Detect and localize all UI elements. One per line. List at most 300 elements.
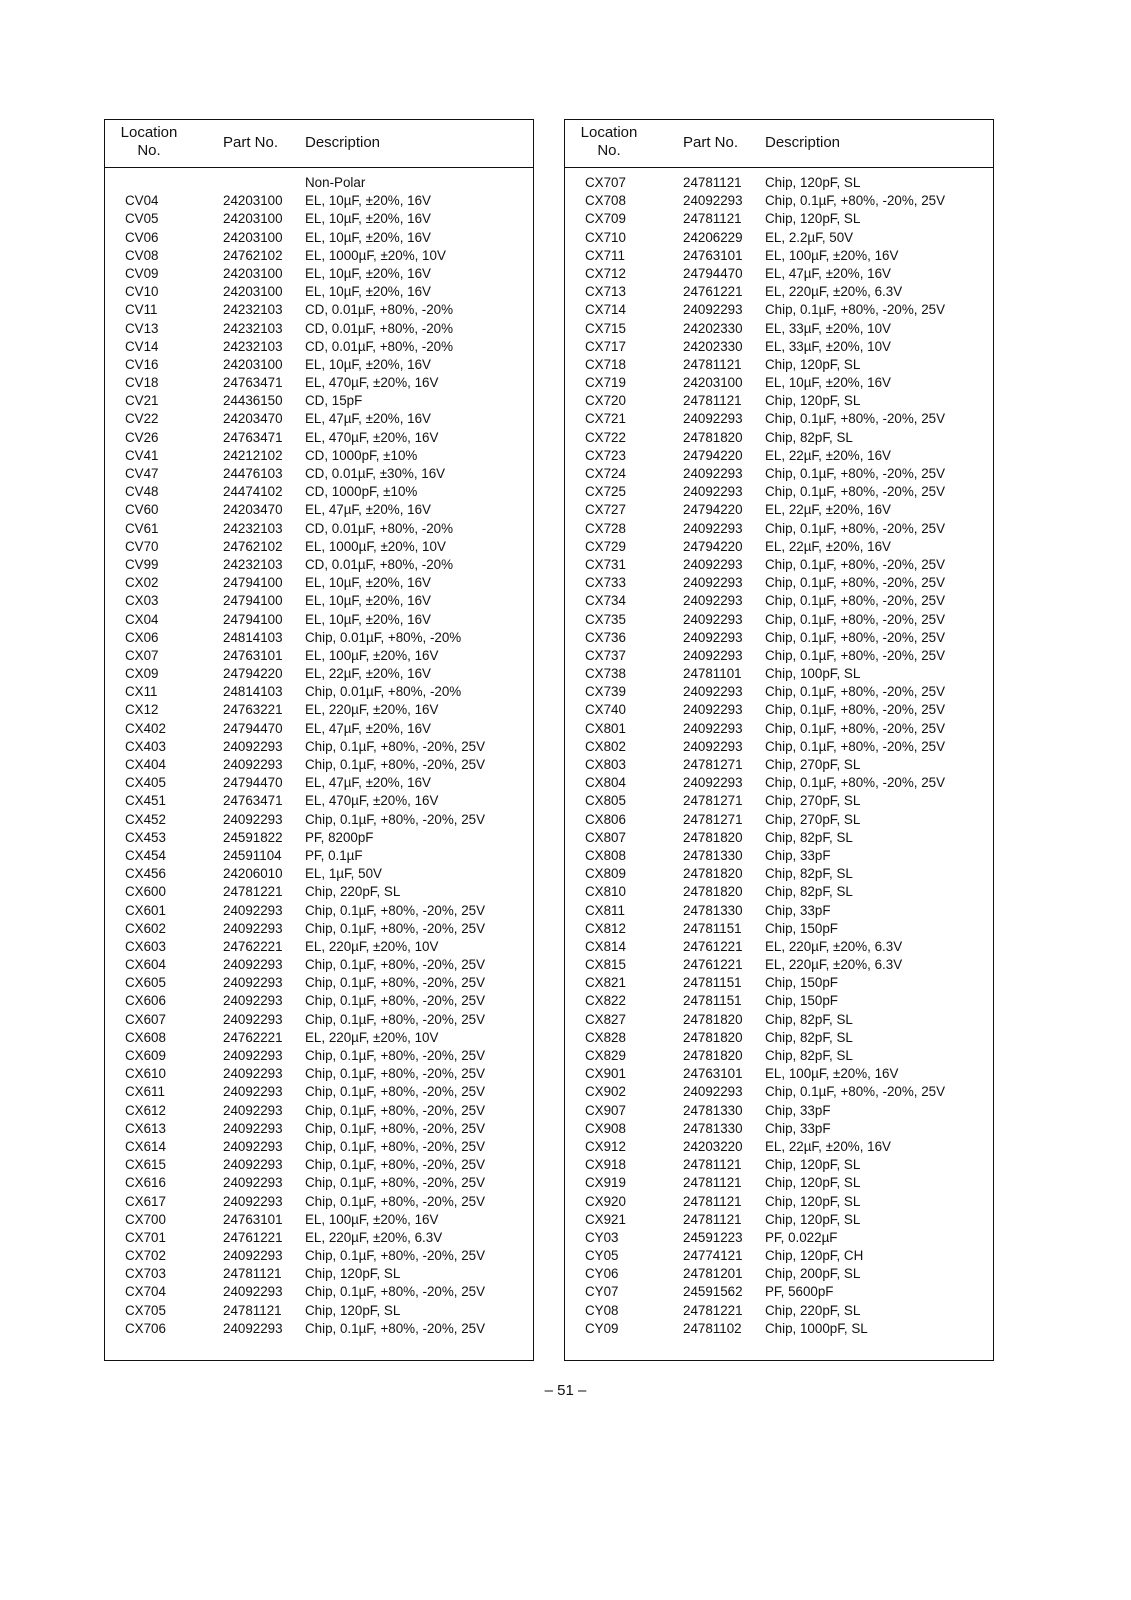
part-no-cell: 24763101 (683, 1066, 743, 1082)
part-no-cell: 24781820 (683, 1048, 743, 1063)
location-cell: CV13 (125, 320, 159, 336)
part-no-cell: 24781121 (683, 175, 742, 190)
table-row (105, 538, 533, 556)
location-cell: CX733 (585, 575, 626, 591)
part-no-cell: 24232103 (223, 302, 283, 318)
location-cell: CX717 (585, 338, 626, 354)
description-cell: EL, 220µF, ±20%, 10V (305, 1029, 439, 1045)
table-row (565, 629, 993, 647)
table-row (565, 956, 993, 974)
description-cell: Chip, 120pF, SL (765, 211, 861, 227)
table-row (105, 1211, 533, 1229)
table-row (565, 356, 993, 374)
table-row (565, 538, 993, 556)
description-cell: Chip, 0.1µF, +80%, -20%, 25V (305, 1320, 486, 1336)
location-cell: CX808 (585, 847, 626, 863)
location-cell: CX739 (585, 684, 626, 700)
table-row (565, 1229, 993, 1247)
part-no-cell: 24814103 (223, 684, 283, 700)
location-cell: CX827 (585, 1011, 626, 1027)
part-no-cell: 24092293 (223, 757, 283, 772)
part-no-cell: 24092293 (683, 302, 743, 318)
part-no-cell: 24092293 (223, 1011, 283, 1027)
location-cell: CV70 (125, 538, 159, 554)
description-cell: Chip, 82pF, SL (765, 1029, 853, 1045)
location-cell: CV08 (125, 247, 159, 263)
table-row (105, 356, 533, 374)
description-cell: CD, 15pF (305, 393, 363, 409)
part-no-cell: 24781820 (683, 1029, 743, 1045)
location-cell: CX07 (125, 647, 159, 663)
description-cell: Chip, 82pF, SL (765, 829, 853, 845)
part-no-cell: 24763101 (223, 1211, 283, 1227)
table-row (105, 1138, 533, 1156)
table-row (565, 992, 993, 1010)
location-cell: CV09 (125, 265, 159, 281)
part-no-cell: 24203100 (223, 193, 283, 209)
part-no-header: Part No. (683, 134, 739, 151)
location-cell: CX703 (125, 1266, 166, 1282)
description-cell: CD, 1000pF, ±10% (305, 447, 418, 463)
location-cell: CX719 (585, 375, 626, 391)
table-row (565, 501, 993, 519)
description-cell: Chip, 120pF, SL (765, 1157, 861, 1173)
location-cell: CX451 (125, 793, 166, 809)
location-cell: CX810 (585, 884, 626, 900)
description-cell: Chip, 0.1µF, +80%, -20%, 25V (305, 738, 486, 754)
part-no-cell: 24092293 (683, 556, 743, 572)
description-cell: Chip, 0.1µF, +80%, -20%, 25V (305, 1193, 486, 1209)
part-no-cell: 24781271 (683, 757, 743, 772)
location-cell: CX615 (125, 1157, 166, 1173)
part-no-cell: 24591223 (683, 1229, 743, 1245)
description-cell: CD, 1000pF, ±10% (305, 484, 418, 500)
part-no-cell: 24092293 (683, 193, 743, 209)
location-cell: CX708 (585, 193, 626, 209)
location-cell: CY06 (585, 1266, 619, 1282)
description-cell: EL, 220µF, ±20%, 6.3V (305, 1229, 443, 1245)
location-cell: CX611 (125, 1084, 165, 1100)
table-row (565, 174, 993, 192)
part-no-cell: 24762102 (223, 538, 283, 554)
location-cell: CX09 (125, 666, 159, 682)
part-no-cell: 24781330 (683, 1120, 743, 1136)
location-cell: CX714 (585, 302, 626, 318)
description-cell: PF, 5600pF (765, 1284, 834, 1300)
part-no-cell: 24781121 (683, 1157, 742, 1173)
table-row (105, 392, 533, 410)
table-row (565, 465, 993, 483)
description-cell: EL, 10µF, ±20%, 16V (305, 593, 431, 609)
table-row (105, 647, 533, 665)
part-no-cell: 24794220 (683, 502, 743, 518)
table-row (105, 520, 533, 538)
location-cell: CX807 (585, 829, 626, 845)
table-row (105, 374, 533, 392)
table-row (105, 1120, 533, 1138)
part-no-cell: 24774121 (683, 1248, 743, 1264)
description-cell: CD, 0.01µF, ±30%, 16V (305, 466, 446, 481)
table-row (105, 592, 533, 610)
part-no-cell: 24092293 (223, 902, 283, 918)
table-row (105, 465, 533, 483)
table-body (565, 174, 993, 1338)
table-row (565, 1265, 993, 1283)
location-cell: CX602 (125, 920, 166, 936)
table-row (105, 629, 533, 647)
table-row (105, 1265, 533, 1283)
part-no-cell: 24092293 (683, 1084, 743, 1100)
part-no-cell: 24794220 (683, 447, 743, 463)
table-row (105, 1083, 533, 1101)
location-cell: CX802 (585, 738, 626, 754)
table-row (565, 756, 993, 774)
location-cell: CV26 (125, 429, 159, 445)
location-cell: CX705 (125, 1302, 166, 1318)
part-no-cell: 24476103 (223, 466, 283, 481)
description-cell: EL, 100µF, ±20%, 16V (765, 1066, 899, 1082)
location-cell: CX701 (125, 1229, 166, 1245)
table-row (565, 1065, 993, 1083)
location-cell: CV10 (125, 284, 159, 300)
location-cell: CX614 (125, 1138, 166, 1154)
table-row (565, 1283, 993, 1301)
description-cell: Chip, 0.1µF, +80%, -20%, 25V (765, 702, 946, 718)
location-cell: CV21 (125, 393, 159, 409)
location-cell: CX722 (585, 429, 626, 445)
part-no-cell: 24206010 (223, 866, 283, 882)
location-cell: CX809 (585, 866, 626, 882)
description-cell: Chip, 0.01µF, +80%, -20% (305, 684, 462, 700)
location-cell: CX728 (585, 520, 626, 536)
part-no-cell: 24591822 (223, 829, 283, 845)
description-cell: Chip, 0.1µF, +80%, -20%, 25V (305, 920, 486, 936)
description-cell: EL, 22µF, ±20%, 16V (765, 1138, 891, 1154)
part-no-cell: 24092293 (223, 1066, 283, 1082)
location-cell: CX12 (125, 702, 159, 718)
description-cell: Chip, 120pF, SL (765, 356, 861, 372)
table-row (565, 1120, 993, 1138)
location-cell: CX617 (125, 1193, 166, 1209)
description-cell: EL, 470µF, ±20%, 16V (305, 429, 439, 445)
location-cell: CX706 (125, 1320, 166, 1336)
table-row (565, 1029, 993, 1047)
description-cell: Chip, 0.1µF, +80%, -20%, 25V (305, 957, 486, 973)
location-cell: CX616 (125, 1175, 166, 1191)
location-cell: CX11 (125, 684, 158, 700)
table-row (105, 992, 533, 1010)
part-no-cell: 24092293 (223, 1193, 283, 1209)
description-cell: PF, 8200pF (305, 829, 374, 845)
description-cell: Chip, 0.1µF, +80%, -20%, 25V (765, 775, 946, 791)
part-no-cell: 24794100 (223, 593, 283, 609)
table-row (105, 1229, 533, 1247)
part-no-cell: 24781101 (683, 666, 742, 682)
description-header: Description (765, 134, 841, 151)
location-cell: CX453 (125, 829, 166, 845)
location-cell: CV61 (125, 520, 159, 536)
description-cell: Chip, 0.1µF, +80%, -20%, 25V (765, 520, 946, 536)
location-cell: CV16 (125, 356, 159, 372)
description-cell: EL, 33µF, ±20%, 10V (765, 320, 891, 336)
table-row (565, 265, 993, 283)
location-cell: CX06 (125, 629, 159, 645)
part-no-cell: 24763471 (223, 429, 283, 445)
location-cell: CX734 (585, 593, 626, 609)
table-row (565, 738, 993, 756)
description-cell: Chip, 0.1µF, +80%, -20%, 25V (765, 647, 946, 663)
description-cell: Chip, 82pF, SL (765, 884, 853, 900)
location-cell: CX607 (125, 1011, 166, 1027)
table-row (565, 283, 993, 301)
part-no-cell: 24203470 (223, 502, 283, 518)
table-row (565, 447, 993, 465)
description-cell: EL, 10µF, ±20%, 16V (305, 611, 431, 627)
description-cell: PF, 0.022µF (765, 1229, 838, 1245)
description-cell: EL, 10µF, ±20%, 16V (305, 265, 431, 281)
location-cell: CX700 (125, 1211, 166, 1227)
description-cell: EL, 220µF, ±20%, 6.3V (765, 957, 903, 973)
description-cell: Chip, 150pF (765, 975, 838, 991)
description-cell: EL, 1000µF, ±20%, 10V (305, 538, 446, 554)
part-no-cell: 24591104 (223, 847, 282, 863)
description-cell: EL, 220µF, ±20%, 16V (305, 702, 439, 718)
table-row (105, 1102, 533, 1120)
location-cell: CX815 (585, 957, 626, 973)
part-no-cell: 24762221 (223, 938, 283, 954)
part-no-cell: 24203100 (223, 211, 283, 227)
table-row (565, 556, 993, 574)
location-cell: CX725 (585, 484, 626, 500)
left-parts-table (104, 119, 534, 1361)
part-no-cell: 24781121 (683, 356, 742, 372)
part-no-cell: 24092293 (683, 775, 743, 791)
description-cell: Chip, 0.1µF, +80%, -20%, 25V (305, 975, 486, 991)
part-no-cell: 24092293 (223, 993, 283, 1009)
part-no-cell: 24092293 (683, 611, 743, 627)
description-cell: Chip, 270pF, SL (765, 757, 861, 772)
table-row (105, 756, 533, 774)
part-no-cell: 24092293 (683, 593, 743, 609)
location-header: Location No. (580, 124, 638, 159)
part-no-cell: 24232103 (223, 338, 283, 354)
location-cell: CY09 (585, 1320, 619, 1336)
table-row (105, 774, 533, 792)
description-cell: Chip, 270pF, SL (765, 793, 861, 809)
description-cell: Chip, 120pF, SL (765, 1211, 861, 1227)
table-row (105, 429, 533, 447)
location-cell: CX601 (125, 902, 166, 918)
table-row (105, 920, 533, 938)
table-row (565, 865, 993, 883)
part-no-cell: 24761221 (683, 284, 743, 300)
part-no-cell: 24781820 (683, 829, 743, 845)
description-cell: EL, 47µF, ±20%, 16V (305, 411, 431, 427)
location-cell: CX738 (585, 666, 626, 682)
description-cell: Chip, 82pF, SL (765, 1048, 853, 1063)
table-row (565, 792, 993, 810)
table-row (565, 1011, 993, 1029)
description-cell: Chip, 0.1µF, +80%, -20%, 25V (305, 1248, 486, 1264)
description-cell: Chip, 100pF, SL (765, 666, 861, 682)
location-cell: CV48 (125, 484, 159, 500)
description-cell: Chip, 0.1µF, +80%, -20%, 25V (765, 593, 946, 609)
description-cell: Chip, 33pF (765, 1120, 831, 1136)
part-no-cell: 24203100 (223, 265, 283, 281)
part-no-cell: 24092293 (683, 466, 743, 481)
location-cell: CX715 (585, 320, 626, 336)
part-no-cell: 24781102 (683, 1320, 742, 1336)
location-cell: CX912 (585, 1138, 626, 1154)
table-row (105, 902, 533, 920)
description-cell: Chip, 82pF, SL (765, 866, 853, 882)
description-cell: Chip, 200pF, SL (765, 1266, 861, 1282)
table-header (105, 120, 533, 168)
description-cell: CD, 0.01µF, +80%, -20% (305, 520, 454, 536)
location-cell: CV06 (125, 229, 159, 245)
part-no-cell: 24092293 (683, 647, 743, 663)
location-cell: CX806 (585, 811, 626, 827)
location-cell: CX724 (585, 466, 626, 481)
part-no-cell: 24202330 (683, 338, 743, 354)
table-row (105, 556, 533, 574)
part-no-cell: 24761221 (683, 957, 743, 973)
description-cell: Chip, 0.1µF, +80%, -20%, 25V (305, 1011, 486, 1027)
part-no-cell: 24761221 (683, 938, 743, 954)
description-cell: Chip, 0.1µF, +80%, -20%, 25V (305, 1175, 486, 1191)
location-cell: CX804 (585, 775, 626, 791)
table-row (565, 483, 993, 501)
location-cell: CX801 (585, 720, 626, 736)
part-no-cell: 24763101 (223, 647, 283, 663)
location-cell: CX405 (125, 775, 166, 791)
part-no-cell: 24092293 (683, 738, 743, 754)
description-cell: Chip, 0.1µF, +80%, -20%, 25V (765, 684, 946, 700)
table-row (565, 647, 993, 665)
location-cell: CX612 (125, 1102, 166, 1118)
part-no-cell: 24781121 (683, 1211, 742, 1227)
table-row (565, 883, 993, 901)
location-cell: CX710 (585, 229, 626, 245)
description-cell: Chip, 0.1µF, +80%, -20%, 25V (765, 1084, 946, 1100)
part-no-cell: 24781330 (683, 847, 743, 863)
table-row (105, 447, 533, 465)
part-no-cell: 24591562 (683, 1284, 743, 1300)
table-row (565, 374, 993, 392)
part-no-cell: 24794220 (223, 666, 283, 682)
part-no-cell: 24212102 (223, 447, 283, 463)
location-cell: CV47 (125, 466, 159, 481)
location-cell: CX720 (585, 393, 626, 409)
table-row (105, 1065, 533, 1083)
part-no-cell: 24203470 (223, 411, 283, 427)
part-no-cell: 24781271 (683, 793, 743, 809)
table-row (565, 247, 993, 265)
table-row (105, 865, 533, 883)
part-no-cell: 24781271 (683, 811, 743, 827)
location-cell: CX731 (585, 556, 626, 572)
table-row (105, 738, 533, 756)
table-row (105, 938, 533, 956)
table-row (565, 1047, 993, 1065)
description-cell: Chip, 120pF, SL (765, 1175, 861, 1191)
table-body (105, 174, 533, 1338)
part-no-cell: 24203220 (683, 1138, 743, 1154)
location-cell: CX740 (585, 702, 626, 718)
location-cell: CX707 (585, 175, 626, 190)
description-cell: EL, 1000µF, ±20%, 10V (305, 247, 446, 263)
table-row (105, 1193, 533, 1211)
table-row (565, 429, 993, 447)
table-row (565, 301, 993, 319)
description-cell: Chip, 0.1µF, +80%, -20%, 25V (305, 1138, 486, 1154)
part-no-cell: 24781221 (223, 884, 283, 900)
part-no-cell: 24763471 (223, 375, 283, 391)
table-row (105, 501, 533, 519)
part-no-cell: 24092293 (223, 1248, 283, 1264)
table-row (105, 410, 533, 428)
table-row (105, 1174, 533, 1192)
location-cell: CX454 (125, 847, 166, 863)
location-cell: CX803 (585, 757, 626, 772)
location-cell: CX920 (585, 1193, 626, 1209)
location-cell: CY05 (585, 1248, 619, 1264)
table-row (565, 1138, 993, 1156)
table-row (105, 283, 533, 301)
part-no-cell: 24092293 (223, 1284, 283, 1300)
description-cell: EL, 47µF, ±20%, 16V (305, 502, 431, 518)
location-cell: CX603 (125, 938, 166, 954)
part-no-cell: 24232103 (223, 520, 283, 536)
location-cell: CX919 (585, 1175, 626, 1191)
table-row (105, 301, 533, 319)
description-cell: Chip, 0.1µF, +80%, -20%, 25V (305, 1048, 486, 1063)
part-no-cell: 24781121 (683, 211, 742, 227)
location-cell: CX812 (585, 920, 626, 936)
location-cell: CX729 (585, 538, 626, 554)
description-cell: EL, 22µF, ±20%, 16V (305, 666, 431, 682)
table-row (105, 611, 533, 629)
location-cell: CY07 (585, 1284, 619, 1300)
location-cell: CY03 (585, 1229, 619, 1245)
part-no-cell: 24092293 (223, 1120, 283, 1136)
table-row (565, 229, 993, 247)
table-row (565, 1247, 993, 1265)
location-cell: CX811 (585, 902, 625, 918)
location-cell: CX814 (585, 938, 626, 954)
part-no-cell: 24781820 (683, 429, 743, 445)
right-parts-table (564, 119, 994, 1361)
part-no-cell: 24202330 (683, 320, 743, 336)
location-header: Location No. (120, 124, 178, 159)
part-no-cell: 24781330 (683, 902, 743, 918)
table-row (105, 1302, 533, 1320)
table-row (105, 229, 533, 247)
description-cell: CD, 0.01µF, +80%, -20% (305, 556, 454, 572)
table-row (105, 247, 533, 265)
description-cell: Chip, 0.01µF, +80%, -20% (305, 629, 462, 645)
location-cell: CX828 (585, 1029, 626, 1045)
location-cell: CX829 (585, 1048, 626, 1063)
location-cell: CV14 (125, 338, 159, 354)
description-cell: Chip, 0.1µF, +80%, -20%, 25V (765, 193, 946, 209)
description-cell: Chip, 120pF, SL (765, 393, 861, 409)
location-cell: CX921 (585, 1211, 626, 1227)
description-cell: EL, 220µF, ±20%, 6.3V (765, 938, 903, 954)
description-cell: EL, 100µF, ±20%, 16V (765, 247, 899, 263)
part-no-cell: 24092293 (683, 684, 743, 700)
location-cell: CX721 (585, 411, 626, 427)
